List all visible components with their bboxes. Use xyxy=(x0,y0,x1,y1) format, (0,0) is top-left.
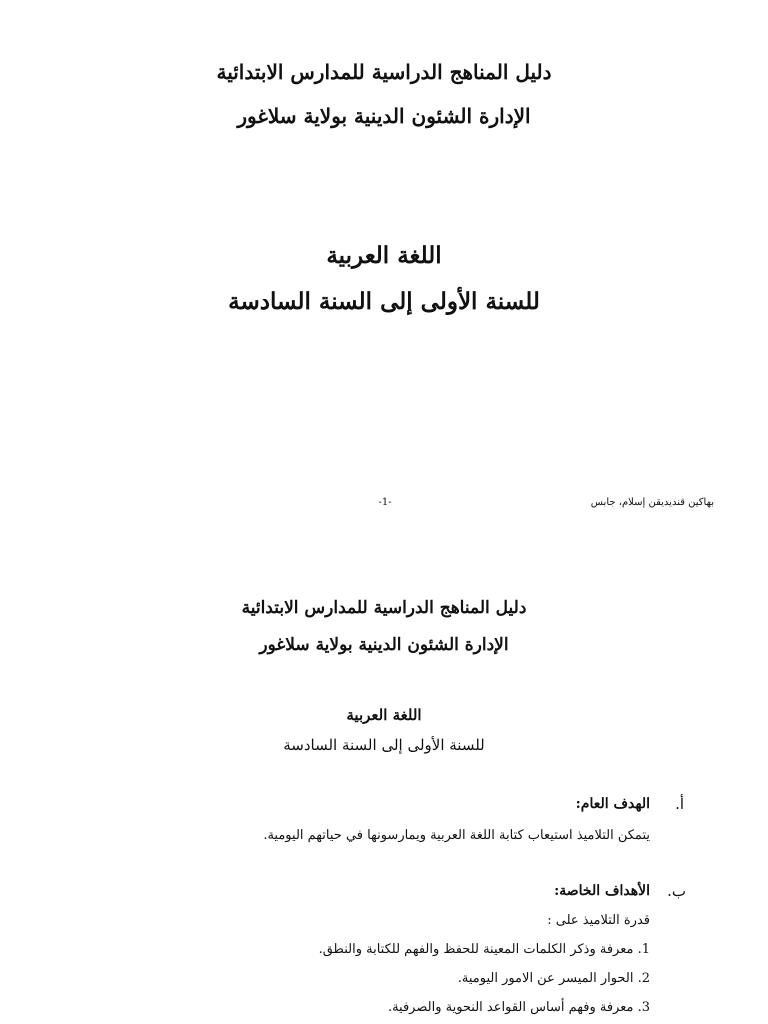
list-item: 2. الحوار الميسر عن الامور اليومية. xyxy=(457,971,650,986)
page2-title-line1: دليل المناهج الدراسية للمدارس الابتدائية xyxy=(241,598,527,618)
section-a-marker: أ. xyxy=(675,795,684,813)
cover-subject: اللغة العربية xyxy=(326,242,442,269)
section-a-text: يتمكن التلاميذ استيعاب كتابة اللغة العربية ويمارسونها في حياتهم اليومية. xyxy=(263,828,650,843)
section-b-intro: قدرة التلاميذ على : xyxy=(547,913,650,928)
page-number: -1- xyxy=(378,497,392,508)
cover-title-line2: الإدارة الشئون الدينية بولاية سلاغور xyxy=(237,104,531,128)
page2-subject: اللغة العربية xyxy=(346,706,422,724)
section-b-heading: الأهداف الخاصة: xyxy=(554,883,650,899)
cover-title-line1: دليل المناهج الدراسية للمدارس الابتدائية xyxy=(216,60,552,84)
section-a-heading: الهدف العام: xyxy=(575,796,650,812)
list-item: 1. معرفة وذكر الكلمات المعينة للحفظ والفهم للكتابة والنطق. xyxy=(318,942,650,957)
footer-author: بهاكين قنديديقن إسلام، جابس xyxy=(590,497,714,508)
section-b-marker: ب. xyxy=(667,882,686,900)
cover-years: للسنة الأولى إلى السنة السادسة xyxy=(228,288,540,315)
list-item: 3. معرفة وفهم أساس القواعد النحوية والصرفية. xyxy=(387,1000,650,1015)
page2-title-line2: الإدارة الشئون الدينية بولاية سلاغور xyxy=(259,635,509,655)
page2-years: للسنة الأولى إلى السنة السادسة xyxy=(283,736,485,754)
